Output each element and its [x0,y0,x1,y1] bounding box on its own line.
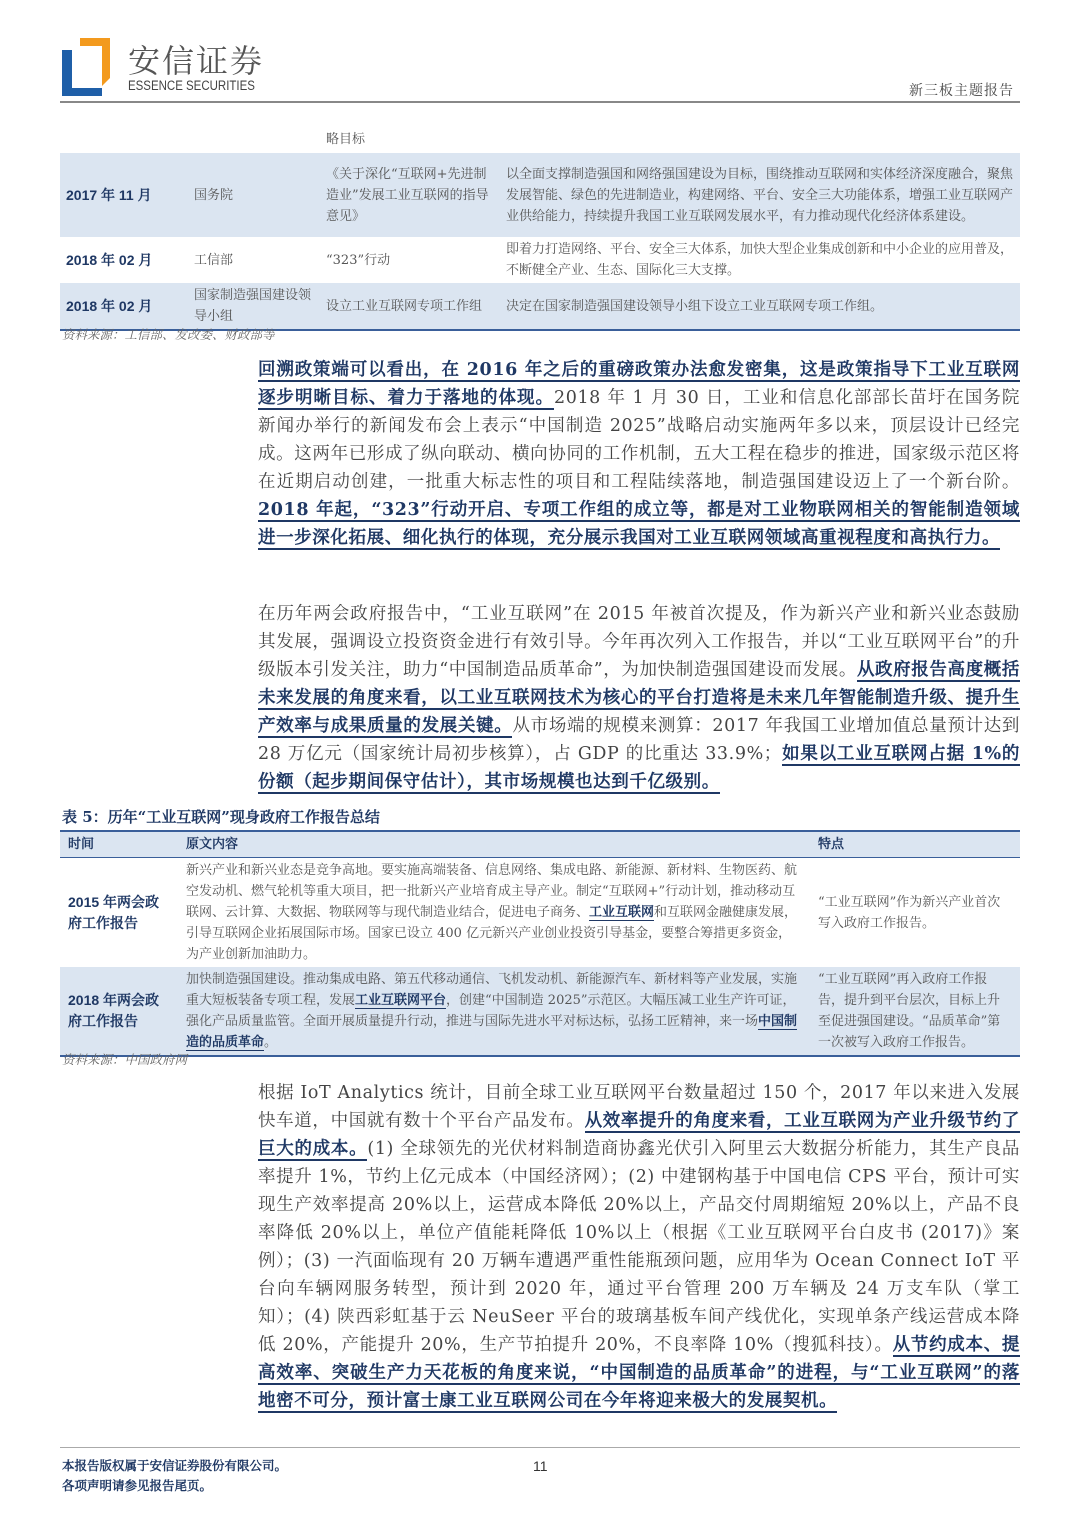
emphasized-text: 工业互联网 [589,905,655,920]
cell-doc: 设立工业互联网专项工作组 [326,298,483,314]
emphasized-text: 从效率提升的角度来看，工业互联网为产业升级节约了巨大的成本。 [258,1111,1020,1159]
body-text: 加快制造强国建设。推动集成电路、第五代移动通信、飞机发动机、新能源汽车、新材料等产业发展，实施重大短板装备专项工程，发展 [186,972,798,1008]
emphasized-text: 从节约成本、提高效率、突破生产力天花板的角度来说，“中国制造的品质革命”的进程，与“工业互联网”的落地密不可分，预计富士康工业互联网公司在今年将迎来极大的发展契机。 [258,1335,1021,1411]
emphasized-text: 从政府报告高度概括未来发展的角度来看，以工业互联网技术为核心的平台打造将是未来几年智能制造升级、提升生产效率与成果质量的发展关键。 [258,660,1020,736]
column-header: 特点 [810,831,1020,858]
body-text: 。 [264,1035,278,1050]
table-source: 资料来源：工信部、发改委、财政部等 [62,327,275,342]
table-header-row [60,831,1020,858]
cell-time: 2015 年两会政府工作报告 [68,893,160,931]
paragraph [258,356,1020,552]
table-source: 资料来源：中国政府网 [62,1052,188,1067]
cell-feature: “工业互联网”再入政府工作报告，提升到平台层次，目标上升至促进强国建设。“品质革命”第一次被写入政府工作报告。 [818,972,1001,1050]
body-text: 新兴产业和新兴业态是竞争高地。要实施高端装备、信息网络、集成电路、新能源、新材料、生物医药、航空发动机、燃气轮机等重大项目，把一批新兴产业培育成主导产业。制定“互联网+”行动计划，推动移动互联网、云计算、大数据、物联网等与现代制造业结合，促进电子商务、 [186,863,798,920]
report-summary-table [60,830,1020,1057]
footer-copyright: 本报告版权属于安信证券股份有限公司。 [62,1458,288,1473]
cell-doc: 略目标 [326,132,366,147]
policy-table [60,126,1020,331]
emphasized-text: 工业互联网平台 [355,993,447,1008]
table-row [60,967,1020,1056]
paragraph [258,600,1020,796]
emphasized-text: 如果以工业互联网占据 1%的份额（起步期间保守估计），其市场规模也达到千亿级别。 [258,744,1021,792]
footer-disclaimer: 各项声明请参见报告尾页。 [62,1478,213,1493]
cell-date: 2018 年 02 月 [66,297,153,314]
body-text: 根据 IoT Analytics 统计，目前全球工业互联网平台数量超过 150 个，2017 年以来进入发展快车道，中国就有数十个平台产品发布。 [258,1083,1020,1131]
cell-content [178,858,810,968]
column-header: 原文内容 [178,831,810,858]
logo-icon [62,38,110,96]
table-row [60,237,1020,283]
cell-desc: 即着力打造网络、平台、安全三大体系，加快大型企业集成创新和中小企业的应用普及，不断健全产业、生态、国际化三大支撑。 [506,242,1014,278]
body-text: ，创建“中国制造 2025”示范区。大幅压减工业生产许可证，强化产品质量监管。全面开展质量提升行动，推进与国际先进水平对标达标，弘扬工匠精神，来一场 [186,993,796,1029]
body-text: 在历年两会政府报告中，“工业互联网”在 2015 年被首次提及，作为新兴产业和新兴业态鼓励其发展，强调设立投资资金进行有效引导。今年再次列入工作报告，并以“工业互联网平台”的升级版本引发关注，助力“中国制造品质革命”，为加快制造强国建设而发展。 [258,604,1020,680]
cell-doc: “323”行动 [326,252,391,268]
page-number: 11 [533,1458,548,1474]
cell-time: 2018 年两会政府工作报告 [68,992,160,1029]
table-row [60,153,1020,237]
emphasized-text: 中国制造的品质革命 [186,1014,798,1050]
body-text: 从市场端的规模来测算：2017 年我国工业增加值总量预计达到 28 万亿元（国家统计局初步核算），占 GDP 的比重达 33.9%； [258,716,1020,764]
table-row [60,858,1020,968]
body-text: 2018 年 1 月 30 日，工业和信息化部部长苗圩在国务院新闻办举行的新闻发布会上表示“中国制造 2025”战略启动实施两年多以来，顶层设计已经完成。这两年已形成了纵向联动、横向协同的工作机制，五大工程在稳步的推进，国家级示范区将在近期启动创建，一批重大标志性的项目和工程陆续落地，制造强国建设迈上了一个新台阶。 [258,388,1020,492]
body-text: (1) 全球领先的光伏材料制造商协鑫光伏引入阿里云大数据分析能力，其生产良品率提升 1%，节约上亿元成本（中国经济网）；(2) 中建钢构基于中国电信 CPS 平台，预计可实现生产效率提高 20%以上，运营成本降低 20%以上，产品交付周期缩短 20%以上，产品不良率降低 20%以上，单位产值能耗降低 10%以上（根据《工业互联网平台白皮书 (2017)》案例）；(3) 一汽面临现有 20 万辆车遭遇严重性能瓶颈问题，应用华为 Ocean Connect IoT 平台向车辆网服务转型，预计到 2020 年，通过平台管理 200 万车辆及 24 万支车队（掌工知）；(4) 陕西彩虹基于云 NeuSeer 平台的玻璃基板车间产线优化，实现单条产线运营成本降低 20%，产能提升 20%，生产节拍提升 20%，不良率降 10%（搜狐科技）。 [258,1139,1021,1355]
logo-text-en: ESSENCE SECURITIES [128,78,255,93]
cell-desc: 以全面支撑制造强国和网络强国建设为目标，围绕推动互联网和实体经济深度融合，聚焦发展智能、绿色的先进制造业，构建网络、平台、安全三大功能体系，增强工业互联网产业供给能力，持续提升我国工业互联网发展水平，有力推动现代化经济体系建设。 [506,166,1014,224]
cell-doc: 《关于深化“互联网+先进制造业”发展工业互联网的指导意见》 [326,166,489,224]
column-header: 时间 [60,831,178,858]
paragraph [258,1079,1020,1415]
report-type: 新三板主题报告 [909,83,1014,99]
table-row [60,283,1020,330]
cell-org: 国务院 [194,187,234,203]
cell-org: 国家制造强国建设领导小组 [194,288,312,324]
header-divider [60,101,1020,103]
cell-org: 工信部 [194,252,234,268]
logo-text-cn: 安信证券 [128,42,265,80]
footer-divider [60,1447,1020,1448]
cell-date: 2018 年 02 月 [66,251,153,268]
emphasized-text: 回溯政策端可以看出，在 2016 年之后的重磅政策办法愈发密集，这是政策指导下工业互联网逐步明晰目标、着力于落地的体现。 [258,360,1020,408]
cell-content [178,967,810,1056]
cell-date: 2017 年 11 月 [66,186,152,203]
emphasized-text: 2018 年起，“323”行动开启、专项工作组的成立等，都是对工业物联网相关的智能制造领域进一步深化拓展、细化执行的体现，充分展示我国对工业互联网领域高重视程度和高执行力。 [258,500,1020,548]
cell-feature: “工业互联网”作为新兴产业首次写入政府工作报告。 [818,894,1001,931]
cell-desc: 决定在国家制造强国建设领导小组下设立工业互联网专项工作组。 [506,298,884,314]
table-row [60,126,1020,153]
body-text: 和互联网金融健康发展，引导互联网企业拓展国际市场。国家已设立 400 亿元新兴产业创业投资引导基金，要整合筹措更多资金，为产业创新加油助力。 [186,905,798,962]
table-title: 表 5：历年“工业互联网”现身政府工作报告总结 [62,808,380,826]
